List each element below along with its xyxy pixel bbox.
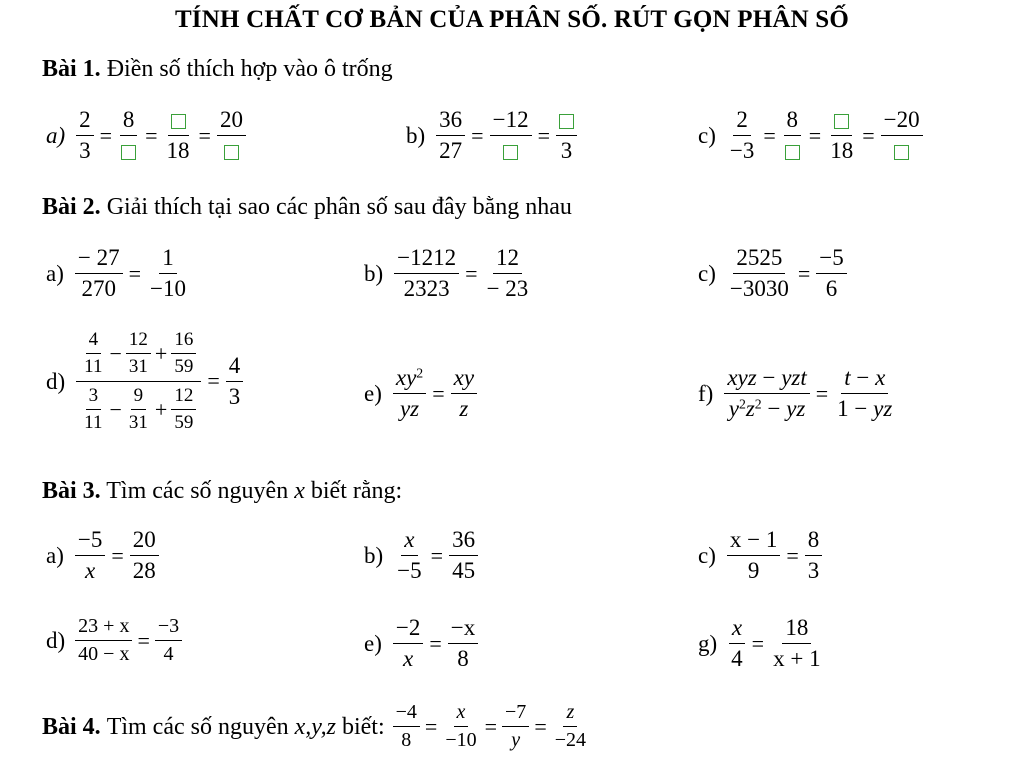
exercise-1-text: Điền số thích hợp vào ô trống xyxy=(106,56,393,82)
compound-fraction: $\frac{4}{11}$ − $\frac{12}{31}$ + $\frac{16}{59}$ $\frac{3}{11}$ − $\frac{9}{31}$ + $\frac{12}{59}$ xyxy=(76,330,201,433)
fraction: 3 xyxy=(556,108,577,163)
ex1-problem-c: c) $\frac{2}{-3}$ = 8 = 18 = −20 xyxy=(698,108,926,163)
fraction: $\frac{9}{31}$ xyxy=(128,384,148,433)
problem-letter: c) xyxy=(698,543,716,569)
fraction: $\frac{12}{31}$ xyxy=(126,330,151,377)
fraction: $\frac{12}{- 23}$ xyxy=(486,245,529,302)
problem-letter: b) xyxy=(364,261,384,287)
fraction: $\frac{1}{-10}$ xyxy=(150,245,187,302)
fraction: $\frac{2}{3}$ xyxy=(76,108,94,163)
exercise-4: Bài 4. Tìm các số nguyên x,y,z biết: $\frac{-4}{8}$ = $\frac{x}{-10}$ = $\frac{-7}{y}$ = $\frac{z}{-24}$ xyxy=(42,702,591,751)
problem-letter: c) xyxy=(698,123,716,149)
fraction: $\frac{-1212}{2323}$ xyxy=(394,246,459,301)
exercise-3-label: Bài 3. xyxy=(42,478,101,504)
exercise-1-heading xyxy=(42,56,393,83)
fraction: −20 xyxy=(881,108,923,163)
ex3-problem-e: e) $\frac{-2}{x}$ = $\frac{-x}{8}$ xyxy=(364,616,481,671)
ex3-problem-d: d) $\frac{23 + x}{40 - x}$ = $\frac{-3}{4}$ xyxy=(46,616,184,665)
fraction: $\frac{xy}{z}$ xyxy=(451,366,477,421)
fraction: $\frac{-2}{x}$ xyxy=(393,616,423,671)
ex3-problem-g: g) $\frac{x}{4}$ = $\frac{18}{x + 1}$ xyxy=(698,616,827,671)
fraction: 18 xyxy=(164,108,193,163)
ex2-problem-d: d) $\frac{4}{11}$ − $\frac{12}{31}$ + $\frac{16}{59}$ $\frac{3}{11}$ − $\frac{9}{31}$ + $\frac{12}{59}$ = $\frac{4}{3}$ xyxy=(46,330,246,433)
fraction: $\frac{4}{3}$ xyxy=(226,354,244,409)
fraction: $\frac{16}{59}$ xyxy=(171,330,196,377)
blank-box[interactable] xyxy=(121,145,136,160)
blank-box[interactable] xyxy=(171,114,186,129)
fraction: −12 xyxy=(490,108,532,163)
fraction: $\frac{3}{11}$ xyxy=(84,384,103,433)
exercise-4-text-post: biết: xyxy=(341,713,385,740)
blank-box[interactable] xyxy=(503,145,518,160)
fraction: $\frac{36}{27}$ xyxy=(436,108,465,163)
fraction: $\frac{-3}{4}$ xyxy=(155,616,182,665)
problem-letter: d) xyxy=(46,368,66,394)
problem-letter: b) xyxy=(364,543,384,569)
problem-letter: e) xyxy=(364,631,382,657)
exercise-2-heading xyxy=(42,194,572,221)
fraction: 18 xyxy=(827,108,856,163)
fraction: $\frac{\text{xyz − yzt}}{y^2z^2 - yz}$ xyxy=(724,366,809,421)
fraction: $\frac{20}{28}$ xyxy=(130,528,159,583)
problem-letter: c) xyxy=(698,261,716,287)
fraction: $\frac{-4}{8}$ xyxy=(393,702,420,751)
fraction: 8 xyxy=(782,108,803,163)
fraction: $\frac{x}{-5}$ xyxy=(397,527,422,584)
blank-box[interactable] xyxy=(894,145,909,160)
ex1-problem-b: b) $\frac{36}{27}$ = −12 = 3 xyxy=(406,108,580,163)
problem-letter: b) xyxy=(406,123,426,149)
fraction: $\frac{12}{59}$ xyxy=(171,386,196,433)
problem-letter: g) xyxy=(698,631,718,657)
exercise-4-text: Tìm các số nguyên xyxy=(106,713,289,740)
fraction: $\frac{23 + x}{40 - x}$ xyxy=(75,616,132,665)
problem-letter: f) xyxy=(698,381,714,407)
exercise-3-text-post: biết rằng: xyxy=(310,478,403,504)
ex3-problem-b: b) $\frac{x}{-5}$ = $\frac{36}{45}$ xyxy=(364,528,481,583)
exercise-4-label: Bài 4. xyxy=(42,713,101,740)
problem-letter: a) xyxy=(46,261,64,287)
problem-letter: a) xyxy=(46,123,66,149)
ex2-problem-e: e) $\frac{xy^2}{yz}$ = $\frac{xy}{z}$ xyxy=(364,366,480,421)
ex1-problem-a: a) $\frac{2}{3}$ = 8 = 18 = 20 xyxy=(46,108,249,163)
fraction: $\frac{x}{-10}$ xyxy=(445,701,477,751)
exercise-4-vars: x,y,z xyxy=(294,713,336,740)
problem-letter: a) xyxy=(46,543,64,569)
ex2-problem-f: f) $\frac{\text{xyz − yzt}}{y^2z^2 - yz}$ = $\frac{t - x}{1 - yz}$ xyxy=(698,366,898,421)
exercise-3-text: Tìm các số nguyên xyxy=(106,478,289,504)
fraction: 20 xyxy=(217,108,246,163)
ex3-problem-a: a) $\frac{-5}{x}$ = $\frac{20}{28}$ xyxy=(46,528,162,583)
problem-letter: e) xyxy=(364,381,382,407)
fraction: $\frac{36}{45}$ xyxy=(449,528,478,583)
fraction: $\frac{z}{-24}$ xyxy=(554,701,587,751)
fraction: $\frac{-5}{x}$ xyxy=(75,528,105,583)
fraction: $\frac{-5}{6}$ xyxy=(816,246,846,301)
ex2-problem-b: b) $\frac{-1212}{2323}$ = $\frac{12}{- 23}$ xyxy=(364,246,534,301)
blank-box[interactable] xyxy=(224,145,239,160)
fraction: $\frac{18}{x + 1}$ xyxy=(773,615,821,672)
page-title: TÍNH CHẤT CƠ BẢN CỦA PHÂN SỐ. RÚT GỌN PHÂN SỐ xyxy=(174,6,850,33)
fraction: $\frac{xy^2}{yz}$ xyxy=(393,366,426,421)
blank-box[interactable] xyxy=(834,114,849,129)
exercise-2-label: Bài 2. xyxy=(42,194,101,220)
fraction: $\frac{t - x}{1 - yz}$ xyxy=(837,365,893,422)
fraction: $\frac{x}{4}$ xyxy=(728,616,746,671)
fraction: $\frac{4}{11}$ xyxy=(84,329,103,377)
blank-box[interactable] xyxy=(785,145,800,160)
exercise-1-label: Bài 1. xyxy=(42,56,101,82)
fraction: $\frac{8}{3}$ xyxy=(805,528,823,583)
fraction: $\frac{x - 1}{9}$ xyxy=(727,528,780,583)
fraction: 8 xyxy=(118,108,139,163)
fraction: $\frac{-x}{8}$ xyxy=(448,616,478,671)
problem-letter: d) xyxy=(46,628,66,653)
fraction: $\frac{2}{-3}$ xyxy=(729,107,755,164)
ex2-problem-a: a) $\frac{- 27}{270}$ = $\frac{1}{-10}$ xyxy=(46,246,192,301)
fraction: $\frac{-7}{y}$ xyxy=(502,702,529,751)
fraction: $\frac{2525}{-3030}$ xyxy=(729,245,789,302)
blank-box[interactable] xyxy=(559,114,574,129)
exercise-3-var: x xyxy=(294,478,305,504)
fraction: $\frac{- 27}{270}$ xyxy=(75,246,123,301)
exercise-3-heading xyxy=(42,478,402,505)
exercise-2-text: Giải thích tại sao các phân số sau đây bằng nhau xyxy=(106,194,572,220)
ex2-problem-c: c) $\frac{2525}{-3030}$ = $\frac{-5}{6}$ xyxy=(698,246,850,301)
ex3-problem-c: c) $\frac{x - 1}{9}$ = $\frac{8}{3}$ xyxy=(698,528,825,583)
